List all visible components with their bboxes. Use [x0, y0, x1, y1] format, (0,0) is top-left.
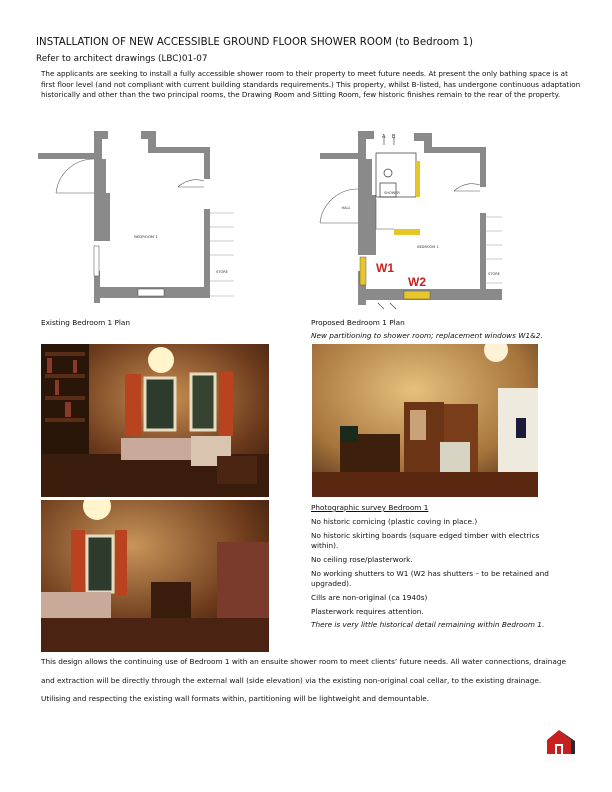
- survey-item: Cills are non-original (ca 1940s): [311, 592, 428, 602]
- new-partition-wall-lower: [394, 229, 420, 235]
- closing-paragraph: This design allows the continuing use of Bedroom 1 with an ensuite shower room to meet clients’ future needs. All water connections, drainage and extraction will be directly through the external wall (side elevation) via the existing non-original coal cellar, to the existing drainage. Utilising and respecting the existing wall formats within, partitioning will be lightweight and demountable.: [41, 657, 567, 704]
- new-partition-wall: [416, 161, 420, 197]
- company-logo: [545, 727, 579, 755]
- drawing-reference: Refer to architect drawings (LBC)01-07: [36, 54, 208, 64]
- survey-item: No ceiling rose/plasterwork.: [311, 554, 413, 564]
- bedroom-photo-wardrobe: [312, 344, 538, 497]
- intro-paragraph: The applicants are seeking to install a fully accessible shower room to their property to meet future needs. At present the only bathing space is at first floor level (and not compliant with current building standards requirements.) This property, whilst B-listed, has undergone continuous adaptation historically and other than the two principal rooms, the Drawing Room and Sitting Room, few historic finishes remain to the rear of the property.: [41, 69, 581, 100]
- window-w1-label: W1: [376, 261, 394, 275]
- survey-item: No historic cornicing (plastic coving in place.): [311, 516, 478, 526]
- existing-store-label: STORE: [216, 270, 228, 274]
- survey-item: No working shutters to W1 (W2 has shutters – to be retained and upgraded).: [311, 568, 549, 588]
- proposed-room-label: BEDROOM 1: [417, 245, 439, 249]
- survey-heading: Photographic survey Bedroom 1: [311, 503, 429, 512]
- proposed-shower-label: SHOWER: [384, 191, 400, 195]
- proposed-store-label: STORE: [488, 272, 500, 276]
- proposed-hall-label: HALL: [341, 206, 351, 210]
- existing-plan-caption: Existing Bedroom 1 Plan: [41, 318, 131, 327]
- section-marker-b: B: [392, 134, 396, 140]
- house-logo-icon: [545, 727, 579, 755]
- proposed-plan-note: New partitioning to shower room; replacement windows W1&2.: [311, 331, 543, 340]
- existing-room-label: BEDROOM 1: [134, 234, 158, 239]
- window-w2-label: W2: [408, 275, 426, 289]
- proposed-plan-drawing: [310, 131, 502, 311]
- survey-conclusion: There is very little historical detail remaining within Bedroom 1.: [311, 620, 545, 630]
- window-w2-marker: [404, 291, 430, 299]
- proposed-plan-caption: Proposed Bedroom 1 Plan: [311, 318, 405, 327]
- bedroom-photo-daybed: [41, 500, 269, 652]
- window-w1-marker: [360, 257, 366, 285]
- survey-item: Plasterwork requires attention.: [311, 606, 424, 616]
- bedroom-photo-window: [41, 344, 269, 497]
- survey-item: No historic skirting boards (square edged timber with electrics within).: [311, 530, 540, 550]
- photographic-survey-notes: [311, 503, 551, 634]
- existing-plan-drawing: [38, 131, 234, 306]
- section-marker-a: A: [382, 134, 386, 140]
- document-title: INSTALLATION OF NEW ACCESSIBLE GROUND FLOOR SHOWER ROOM (to Bedroom 1): [36, 37, 474, 48]
- proposed-plan-svg: [310, 131, 502, 311]
- existing-plan-svg: [38, 131, 234, 306]
